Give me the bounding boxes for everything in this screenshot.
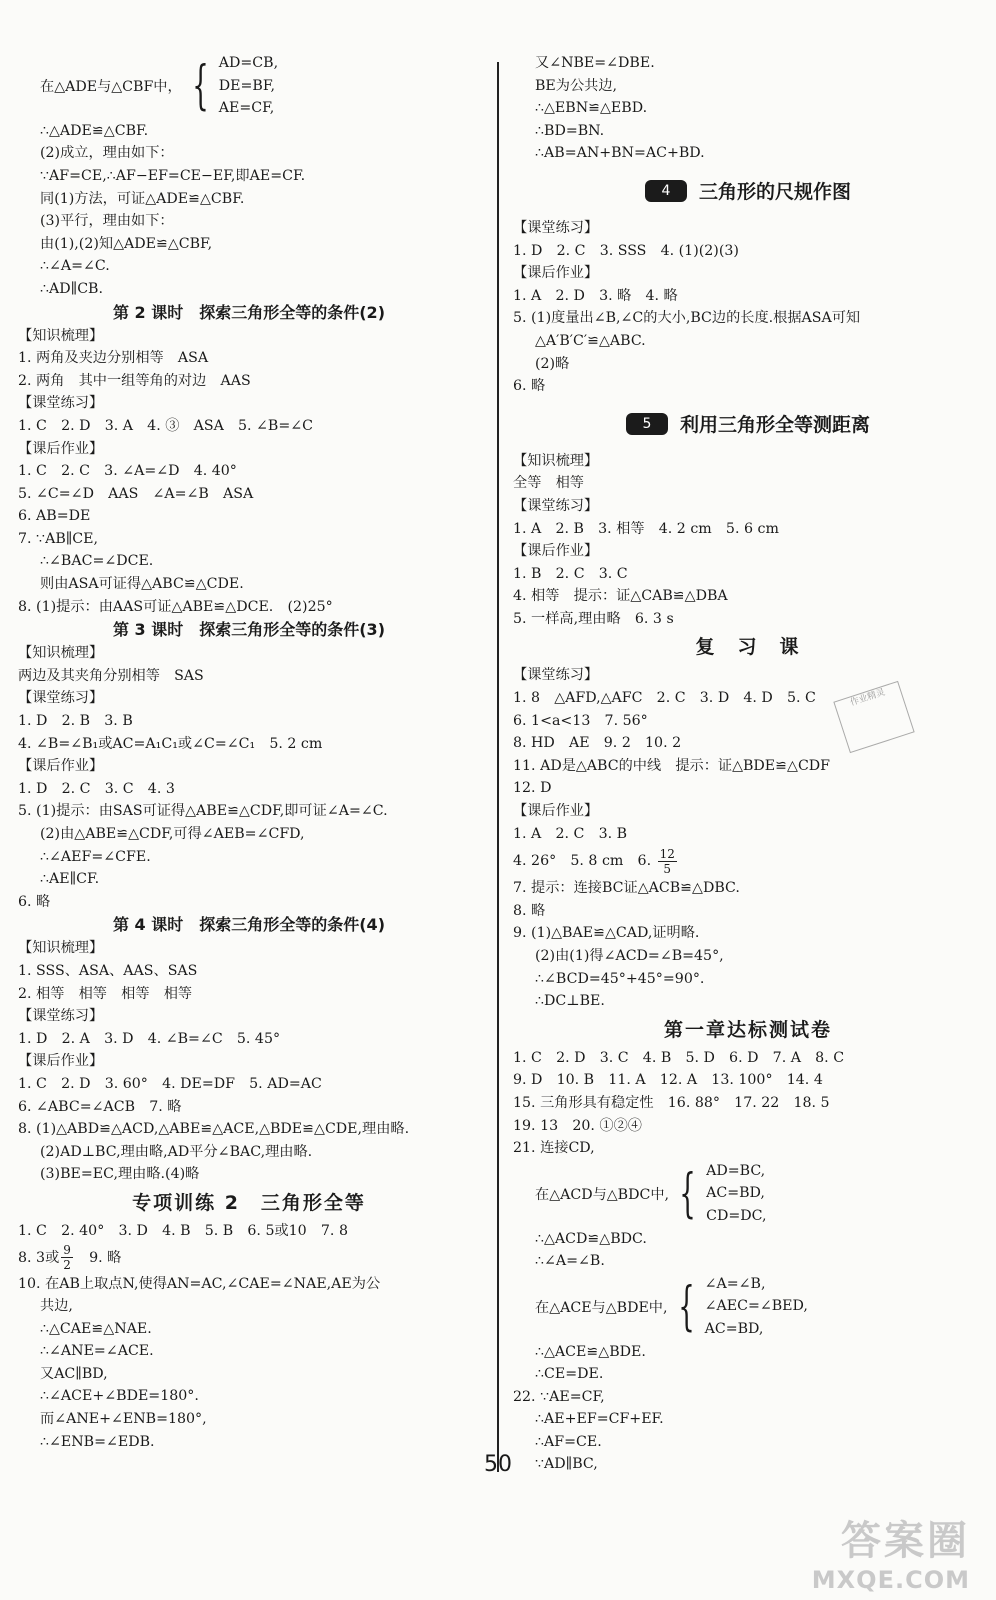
text-line: 6. 略 bbox=[513, 378, 546, 395]
text-line: 1. 8 △AFD,△AFC 2. C 3. D 4. D 5. C bbox=[513, 690, 816, 707]
section-heading: 第一章达标测试卷 bbox=[663, 1018, 832, 1041]
text-line: ∴BD=BN. bbox=[535, 122, 605, 139]
text-line: 5. (1)提示：由SAS可证得△ABE≌△CDF,即可证∠A=∠C. bbox=[18, 803, 388, 820]
text-line: 8. 略 bbox=[513, 902, 546, 919]
text-line: 6. 略 bbox=[18, 893, 51, 910]
left-column bbox=[18, 52, 480, 1453]
text-line: ∴∠BCD=45°+45°=90°. bbox=[535, 970, 705, 987]
subsection-label: 【课后作业】 bbox=[18, 758, 104, 775]
text-line: ∴AD∥CB. bbox=[40, 280, 103, 297]
text-line: (2)由△ABE≌△CDF,可得∠AEB=∠CFD, bbox=[40, 826, 305, 842]
brace-block-3 bbox=[513, 1273, 983, 1341]
text-line: (2)AD⊥BC,理由略,AD平分∠BAC,理由略. bbox=[40, 1143, 313, 1160]
subsection-label: 【知识梳理】 bbox=[513, 452, 599, 469]
text-line: 共边, bbox=[40, 1298, 73, 1315]
section-heading: 第 3 课时 探索三角形全等的条件(3) bbox=[112, 620, 386, 640]
watermark-logo-text: 答案圈 bbox=[841, 1518, 970, 1564]
text-line: 2. 两角 其中一组等角的对边 AAS bbox=[18, 372, 251, 389]
text-line: 1. D 2. C 3. SSS 4. (1)(2)(3) bbox=[513, 242, 739, 259]
text-line: 8. (1)提示：由AAS可证△ABE≌△DCE. (2)25° bbox=[18, 598, 333, 615]
text-line: 15. 三角形具有稳定性 16. 88° 17. 22 18. 5 bbox=[513, 1094, 830, 1111]
text-line: 8. (1)△ABD≌△ACD,△ABE≌△ACE,△BDE≌△CDE,理由略. bbox=[18, 1121, 410, 1138]
text-line: 6. 1<a<13 7. 56° bbox=[513, 712, 648, 729]
text-line: (2)成立，理由如下： bbox=[40, 145, 174, 162]
text-line: ∵AF=CE,∴AF−EF=CE−EF,即AE=CF. bbox=[40, 167, 306, 184]
subsection-label: 【课堂练习】 bbox=[18, 395, 104, 412]
subsection-label: 【课后作业】 bbox=[18, 440, 104, 457]
text-line: 1. B 2. C 3. C bbox=[513, 565, 628, 582]
text-line: ∴AE∥CF. bbox=[40, 871, 100, 888]
section-number-badge: 4 bbox=[645, 180, 687, 202]
brace-items bbox=[706, 1160, 766, 1228]
brace-item: AD=CB, bbox=[218, 55, 279, 71]
text-line: (2)略 bbox=[535, 355, 570, 372]
brace-item: ∠A=∠B, bbox=[704, 1275, 766, 1292]
stamp-icon: 作业精灵 bbox=[833, 681, 914, 753]
fraction-numerator: 12 bbox=[659, 846, 675, 861]
subsection-label: 【课堂练习】 bbox=[513, 219, 599, 236]
text-line: (3)BE=EC,理由略.(4)略 bbox=[40, 1166, 200, 1183]
text-line: 9. D 10. B 11. A 12. A 13. 100° 14. 4 bbox=[513, 1072, 823, 1089]
text-line: ∴AE+EF=CF+EF. bbox=[535, 1411, 664, 1428]
text-line: 10. 在AB上取点N,使得AN=AC,∠CAE=∠NAE,AE为公 bbox=[18, 1275, 381, 1292]
fraction-denominator: 5 bbox=[663, 861, 672, 876]
text-line: 而∠ANE+∠ENB=180°, bbox=[40, 1411, 207, 1428]
watermark bbox=[770, 1509, 970, 1594]
subsection-label: 【课堂练习】 bbox=[513, 667, 599, 684]
text-line: 1. C 2. C 3. ∠A=∠D 4. 40° bbox=[18, 463, 237, 480]
brace-item: AC=BD, bbox=[704, 1320, 764, 1337]
text-line: 19. 13 20. ①②④ bbox=[513, 1117, 642, 1134]
text-line: 1. C 2. D 3. A 4. ③ ASA 5. ∠B=∠C bbox=[18, 417, 313, 434]
brace: { bbox=[679, 1163, 696, 1224]
fraction bbox=[61, 1243, 73, 1272]
text-line: ∴∠ANE=∠ACE. bbox=[40, 1343, 154, 1360]
text-line: 1. D 2. C 3. C 4. 3 bbox=[18, 780, 175, 797]
text-line: 6. ∠ABC=∠ACB 7. 略 bbox=[18, 1098, 182, 1115]
text-line: BE为公共边, bbox=[535, 77, 618, 94]
text-line: 1. A 2. C 3. B bbox=[513, 825, 628, 842]
brace-block-1 bbox=[18, 52, 480, 120]
page-number: 50 bbox=[484, 1452, 512, 1477]
subsection-label: 【知识梳理】 bbox=[18, 327, 104, 344]
text-line: (3)平行，理由如下： bbox=[40, 213, 174, 230]
subsection-label: 【课后作业】 bbox=[513, 803, 599, 820]
subsection-label: 【课堂练习】 bbox=[18, 690, 104, 707]
text-line: 4. ∠B=∠B₁或AC=A₁C₁或∠C=∠C₁ 5. 2 cm bbox=[18, 735, 323, 752]
text-line: ∴DC⊥BE. bbox=[535, 993, 605, 1010]
brace-item: AC=BD, bbox=[706, 1185, 765, 1202]
column-divider bbox=[497, 62, 499, 1472]
text-line: 7. 提示：连接BC证△ACB≌△DBC. bbox=[513, 880, 740, 897]
text-line: ∴△ACE≌△BDE. bbox=[535, 1343, 646, 1360]
text-line: 1. SSS、ASA、AAS、SAS bbox=[18, 962, 198, 979]
text-line: 又AC∥BD, bbox=[40, 1365, 108, 1382]
right-column bbox=[513, 52, 983, 1476]
brace: { bbox=[191, 55, 209, 116]
text-line: 5. (1)度量出∠B,∠C的大小,BC边的长度.根据ASA可知 bbox=[513, 310, 861, 327]
text-line: ∴△EBN≌△EBD. bbox=[535, 100, 648, 117]
text-line: ∴∠A=∠C. bbox=[40, 258, 110, 275]
text-line: △A′B′C′≌△ABC. bbox=[535, 332, 646, 349]
text-line: ∴△ACD≌△BDC. bbox=[535, 1230, 647, 1247]
brace-items bbox=[705, 1273, 808, 1341]
text-line-with-fraction bbox=[18, 1243, 480, 1273]
text-line: ∴∠ACE+∠BDE=180°. bbox=[40, 1388, 199, 1405]
brace-item: AE=CF, bbox=[218, 100, 275, 117]
text-line: ∴CE=DE. bbox=[535, 1366, 604, 1383]
text-line: 1. 两角及夹边分别相等 ASA bbox=[18, 350, 209, 367]
brace-item: ∠AEC=∠BED, bbox=[704, 1298, 808, 1315]
subsection-label: 【课堂练习】 bbox=[18, 1008, 104, 1025]
text-span: 8. 3或 bbox=[18, 1249, 60, 1266]
text-line: ∴△CAE≌△NAE. bbox=[40, 1320, 152, 1337]
subsection-label: 【知识梳理】 bbox=[18, 645, 104, 662]
text-line: ∵AD∥BC, bbox=[535, 1456, 598, 1473]
text-line: 11. AD是△ABC的中线 提示：证△BDE≌△CDF bbox=[513, 757, 831, 774]
section-title: 三角形的尺规作图 bbox=[698, 181, 851, 204]
text-line: 同(1)方法，可证△ADE≌△CBF. bbox=[40, 190, 245, 207]
fraction-denominator: 2 bbox=[63, 1258, 71, 1272]
text-line: ∴∠BAC=∠DCE. bbox=[40, 553, 154, 570]
text-line: 5. 一样高,理由略 6. 3 s bbox=[513, 610, 674, 627]
text-line: ∴AF=CE. bbox=[535, 1433, 602, 1450]
brace-items bbox=[219, 52, 278, 120]
text-line: 7. ∵AB∥CE, bbox=[18, 530, 99, 547]
text-line: 两边及其夹角分别相等 SAS bbox=[18, 667, 204, 684]
section-heading: 复 习 课 bbox=[695, 636, 801, 659]
subsection-label: 【课堂练习】 bbox=[513, 497, 599, 514]
text-line: 1. C 2. D 3. C 4. B 5. D 6. D 7. A 8. C bbox=[513, 1049, 845, 1066]
text-line: 则由ASA可证得△ABC≌△CDE. bbox=[40, 576, 244, 593]
brace-block-2 bbox=[513, 1160, 983, 1228]
text-line: ∴∠AEF=∠CFE. bbox=[40, 848, 151, 865]
section-heading: 专项训练 2 三角形全等 bbox=[132, 1191, 366, 1214]
text-line: 1. A 2. D 3. 略 4. 略 bbox=[513, 287, 678, 304]
text-line: 2. 相等 相等 相等 相等 bbox=[18, 985, 193, 1002]
text-line: 1. A 2. B 3. 相等 4. 2 cm 5. 6 cm bbox=[513, 520, 779, 537]
subsection-label: 【知识梳理】 bbox=[18, 940, 104, 957]
text-line: ∴AB=AN+BN=AC+BD. bbox=[535, 145, 705, 162]
text-line: ∴△ADE≌△CBF. bbox=[40, 122, 149, 139]
brace-item: AD=BC, bbox=[706, 1162, 766, 1179]
text-span: 9. 略 bbox=[74, 1249, 122, 1266]
section-number-badge: 5 bbox=[626, 413, 668, 435]
section-heading: 第 2 课时 探索三角形全等的条件(2) bbox=[112, 302, 386, 322]
subsection-label: 【课后作业】 bbox=[18, 1053, 104, 1070]
text-line: 1. C 2. 40° 3. D 4. B 5. B 6. 5或10 7. 8 bbox=[18, 1222, 348, 1239]
text-line: 12. D bbox=[513, 780, 552, 797]
section-title: 利用三角形全等测距离 bbox=[679, 414, 870, 437]
text-span: 4. 26° 5. 8 cm 6. bbox=[513, 853, 656, 870]
text-line: 21. 连接CD, bbox=[513, 1140, 595, 1157]
text-line: 又∠NBE=∠DBE. bbox=[535, 55, 655, 71]
fraction-numerator: 9 bbox=[63, 1243, 71, 1257]
subsection-label: 【课后作业】 bbox=[513, 265, 599, 282]
section-heading: 第 4 课时 探索三角形全等的条件(4) bbox=[112, 915, 386, 935]
brace-item: CD=DC, bbox=[706, 1207, 767, 1224]
watermark-url: MXQE.COM bbox=[811, 1566, 970, 1594]
section-header bbox=[513, 171, 983, 211]
text-line: 在△ACE与△BDE中, bbox=[535, 1299, 668, 1316]
text-line-with-fraction bbox=[513, 845, 983, 877]
text-line: (2)由(1)得∠ACD=∠B=45°, bbox=[535, 948, 724, 964]
brace: { bbox=[677, 1276, 695, 1337]
text-line: 8. HD AE 9. 2 10. 2 bbox=[513, 735, 682, 752]
text-line: 全等 相等 bbox=[513, 475, 584, 492]
text-line: 1. D 2. B 3. B bbox=[18, 713, 133, 730]
text-line: 9. (1)△BAE≌△CAD,证明略. bbox=[513, 925, 700, 942]
subsection-label: 【课后作业】 bbox=[513, 543, 599, 560]
brace-item: DE=BF, bbox=[218, 77, 275, 94]
text-line: ∴∠A=∠B. bbox=[535, 1253, 605, 1270]
text-line: 4. 相等 提示：证△CAB≌△DBA bbox=[513, 588, 728, 605]
text-line: 22. ∵AE=CF, bbox=[513, 1388, 605, 1405]
text-line: 5. ∠C=∠D AAS ∠A=∠B ASA bbox=[18, 485, 254, 502]
text-line: 1. D 2. A 3. D 4. ∠B=∠C 5. 45° bbox=[18, 1030, 281, 1047]
section-header bbox=[513, 404, 983, 444]
text-line: 1. C 2. D 3. 60° 4. DE=DF 5. AD=AC bbox=[18, 1075, 322, 1092]
text-line: ∴∠ENB=∠EDB. bbox=[40, 1433, 155, 1450]
text-line: 由(1),(2)知△ADE≌△CBF, bbox=[40, 235, 213, 252]
fraction bbox=[658, 847, 677, 876]
text-line: 在△ACD与△BDC中, bbox=[535, 1186, 670, 1203]
text-line: 6. AB=DE bbox=[18, 508, 91, 525]
text-line: 在△ADE与△CBF中， bbox=[40, 78, 182, 95]
